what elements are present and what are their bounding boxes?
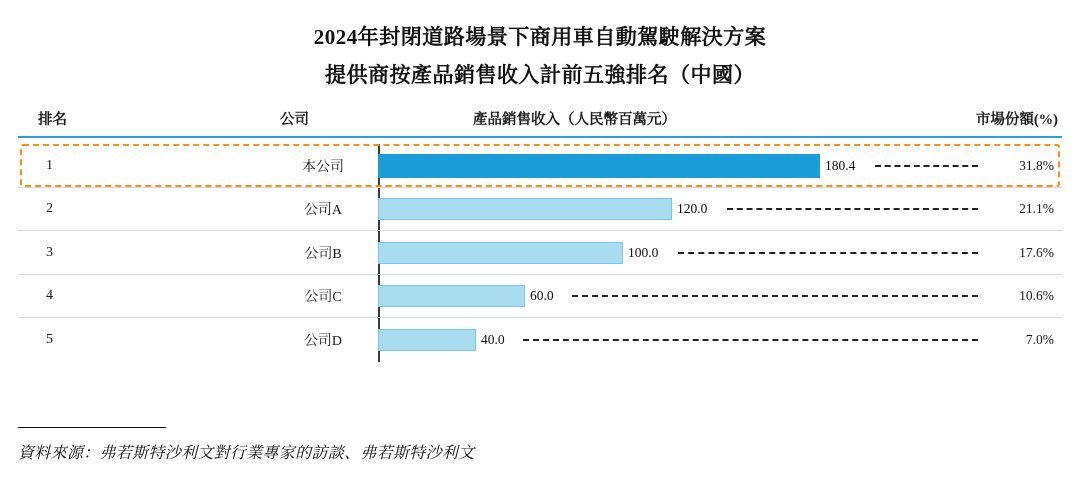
bar-value-label: 60.0 [530, 288, 554, 304]
table-row [18, 318, 1062, 362]
header-company: 公司 [280, 112, 309, 128]
title-line-1: 2024年封閉道路場景下商用車自動駕駛解決方案 [313, 25, 767, 49]
chart-footer [18, 427, 1058, 463]
leader-line [727, 208, 978, 210]
row-rank: 3 [46, 244, 53, 260]
bar-value-label: 120.0 [677, 201, 708, 217]
row-company: 本公司 [302, 159, 344, 175]
bar-value-label: 100.0 [628, 244, 659, 260]
row-bar-wrap [378, 231, 1062, 275]
table-row [18, 231, 1062, 275]
bar-value-label: 180.4 [824, 157, 856, 173]
chart-title [0, 0, 1080, 94]
row-rank: 4 [46, 288, 53, 304]
leader-line [678, 252, 978, 254]
column-header-row [18, 104, 1062, 134]
row-bar-wrap [378, 275, 1062, 319]
row-rank: 5 [46, 331, 53, 347]
row-company: 公司A [303, 203, 343, 219]
row-rank: 1 [46, 157, 53, 173]
chart-rows [18, 144, 1062, 362]
leader-line [572, 295, 978, 297]
value-bar [378, 329, 476, 351]
value-bar [378, 242, 623, 264]
row-market-share: 31.8% [1019, 157, 1054, 173]
title-line-2: 提供商按產品銷售收入計前五強排名（中國） [325, 63, 755, 87]
row-company: 公司D [303, 333, 343, 349]
row-market-share: 10.6% [1019, 288, 1054, 304]
table-row [18, 144, 1062, 188]
row-rank: 2 [46, 201, 53, 217]
row-market-share: 21.1% [1019, 201, 1054, 217]
row-bar-wrap [378, 318, 1062, 362]
source-note: 資料來源：弗若斯特沙利文對行業專家的訪談、弗若斯特沙利文 [18, 445, 475, 462]
row-company: 公司C [304, 290, 342, 306]
chart-area [18, 104, 1062, 362]
table-row [18, 188, 1062, 232]
footer-divider [18, 427, 166, 428]
row-market-share: 7.0% [1025, 331, 1054, 347]
leader-line [523, 339, 978, 341]
header-rank: 排名 [38, 112, 67, 128]
leader-line [875, 165, 978, 167]
row-bar-wrap [378, 188, 1062, 232]
row-company: 公司B [304, 246, 342, 262]
header-market-share: 市場份額(%) [975, 112, 1058, 128]
bar-value-label: 40.0 [481, 331, 505, 347]
value-bar [378, 154, 820, 178]
value-bar [378, 198, 672, 220]
row-market-share: 17.6% [1019, 244, 1054, 260]
table-row [18, 275, 1062, 319]
row-bar-wrap [378, 144, 1062, 188]
value-bar [378, 285, 525, 307]
header-revenue: 產品銷售收入（人民幣百萬元） [473, 112, 676, 128]
header-divider [18, 136, 1062, 138]
